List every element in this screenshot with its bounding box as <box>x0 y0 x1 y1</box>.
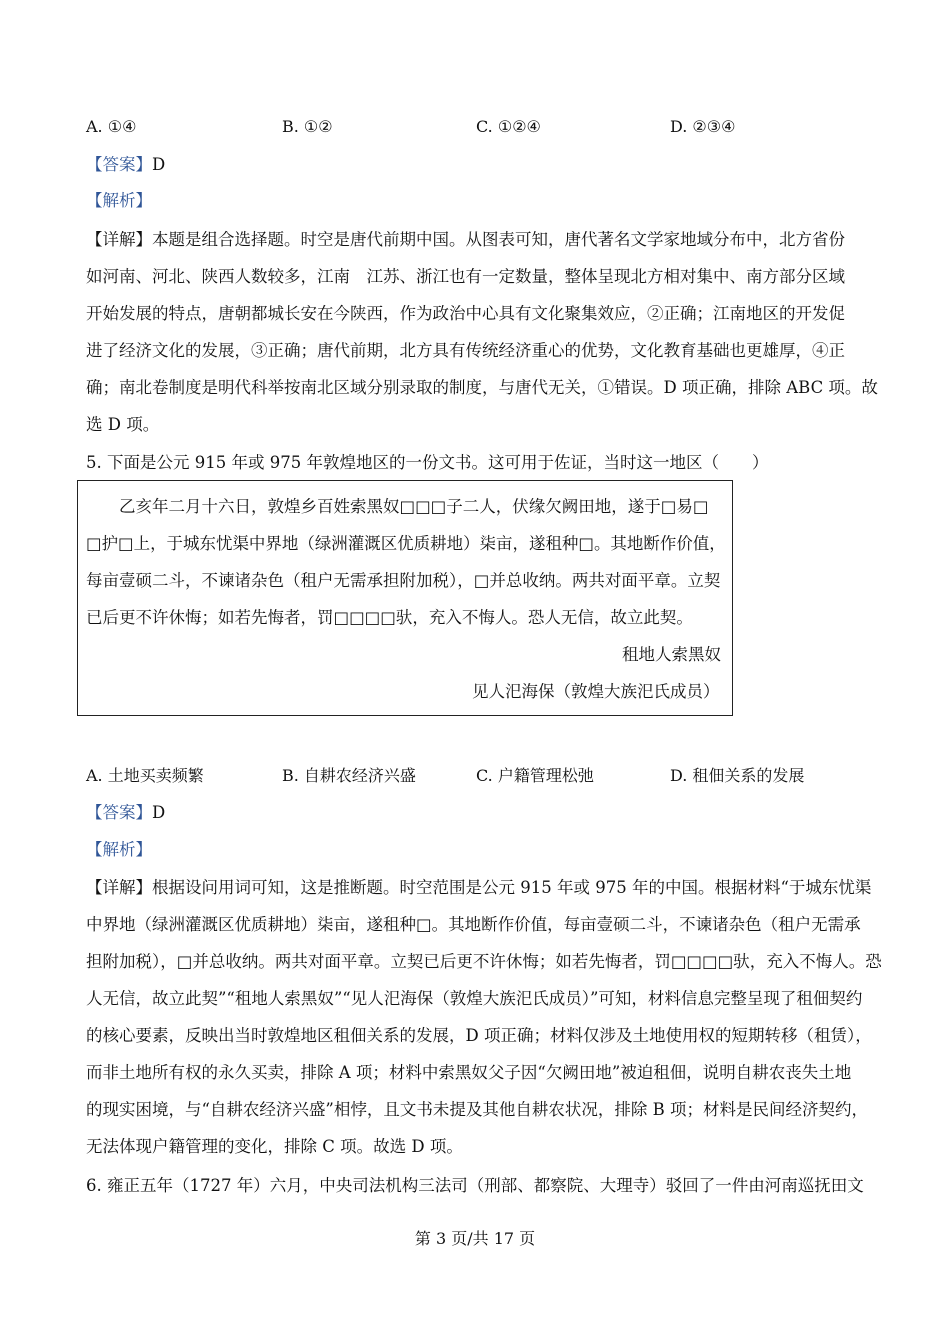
q6-stem: 6. 雍正五年（1727 年）六月，中央司法机构三法司（刑部、都察院、大理寺）驳回了一件由河南巡抚田文 <box>86 1176 864 1195</box>
q5-detail-line <box>86 877 871 899</box>
detail-text: 根据设问用词可知，这是推断题。时空范围是公元 915 年或 975 年的中国。根据材料“于城东忧渠 <box>152 878 872 897</box>
answer-value: D <box>152 155 166 174</box>
detail-text: 本题是组合选择题。时空是唐代前期中国。从图表可知，唐代著名文学家地域分布中，北方省份 <box>152 230 845 249</box>
q4-detail-line: 选 D 项。 <box>86 415 160 434</box>
q5-detail-line: 担附加税），□并总收纳。两共对面平章。立契已后更不许休悔；如若先悔者，罚□□□□驮，充入不悔人。恐 <box>86 952 882 971</box>
q5-analysis-tag: 【解析】 <box>86 840 152 859</box>
contract-line: 每亩壹硕二斗，不谏诸杂色（租户无需承担附加税），□并总收纳。两共对面平章。立契 <box>86 571 721 590</box>
q4-analysis-tag: 【解析】 <box>86 191 152 210</box>
q5-answer-row <box>86 802 165 824</box>
q5-detail-line: 无法体现户籍管理的变化，排除 C 项。故选 D 项。 <box>86 1137 463 1156</box>
answer-tag: 【答案】 <box>86 803 152 822</box>
q4-answer-row <box>86 154 165 176</box>
q4-detail-line: 开始发展的特点，唐朝都城长安在今陕西，作为政治中心具有文化聚集效应，②正确；江南地区的开发促 <box>86 304 845 323</box>
q4-detail-line: 如河南、河北、陕西人数较多，江南 江苏、浙江也有一定数量，整体呈现北方相对集中、南方部分区域 <box>86 267 845 286</box>
contract-line: 乙亥年二月十六日，敦煌乡百姓索黑奴□□□子二人，伏缘欠阙田地，遂于□易□ <box>86 497 709 516</box>
q5-option-b: B. 自耕农经济兴盛 <box>282 766 416 785</box>
q5-detail-line: 中界地（绿洲灌溉区优质耕地）柒亩，遂租种□。其地断作价值，每亩壹硕二斗，不谏诸杂色（租户无需承 <box>86 915 861 934</box>
q5-detail-line: 而非土地所有权的永久买卖，排除 A 项；材料中索黑奴父子因“欠阙田地”被迫租佃，说明自耕农丧失土地 <box>86 1063 852 1082</box>
q4-detail-line <box>86 229 845 251</box>
answer-tag: 【答案】 <box>86 155 152 174</box>
contract-line: 已后更不许休悔；如若先悔者，罚□□□□驮，充入不悔人。恐人无信，故立此契。 <box>86 608 693 627</box>
contract-line: □护□上，于城东忧渠中界地（绿洲灌溉区优质耕地）柒亩，遂租种□。其地断作价值， <box>86 534 726 553</box>
q4-option-a: A. ①④ <box>86 117 137 136</box>
q5-option-d: D. 租佃关系的发展 <box>670 766 805 785</box>
q4-option-d: D. ②③④ <box>670 117 736 136</box>
detail-tag: 【详解】 <box>86 878 152 897</box>
detail-tag: 【详解】 <box>86 230 152 249</box>
q5-detail-line: 的核心要素，反映出当时敦煌地区租佃关系的发展，D 项正确；材料仅涉及土地使用权的短期转移（租赁）， <box>86 1026 872 1045</box>
q4-detail-line: 确；南北卷制度是明代科举按南北区域分别录取的制度，与唐代无关，①错误。D 项正确，排除 ABC 项。故 <box>86 378 878 397</box>
contract-signatory: 租地人索黑奴 <box>622 645 721 664</box>
page-footer: 第 3 页/共 17 页 <box>414 1229 536 1248</box>
q5-detail-line: 人无信，故立此契”“租地人索黑奴”“见人汜海保（敦煌大族汜氏成员）”可知，材料信息完整呈现了租佃契约 <box>86 989 863 1008</box>
answer-value: D <box>152 803 166 822</box>
q5-stem: 5. 下面是公元 915 年或 975 年敦煌地区的一份文书。这可用于佐证，当时这一地区（ ） <box>86 453 769 472</box>
q4-detail-line: 进了经济文化的发展，③正确；唐代前期，北方具有传统经济重心的优势，文化教育基础也更雄厚，④正 <box>86 341 845 360</box>
q4-option-b: B. ①② <box>282 117 333 136</box>
q5-option-a: A. 土地买卖频繁 <box>86 766 204 785</box>
q4-option-c: C. ①②④ <box>476 117 541 136</box>
q5-detail-line: 的现实困境，与“自耕农经济兴盛”相悖，且文书未提及其他自耕农状况，排除 B 项；材料是民间经济契约， <box>86 1100 868 1119</box>
q5-option-c: C. 户籍管理松弛 <box>476 766 594 785</box>
contract-witness: 见人汜海保（敦煌大族汜氏成员） <box>472 682 720 701</box>
